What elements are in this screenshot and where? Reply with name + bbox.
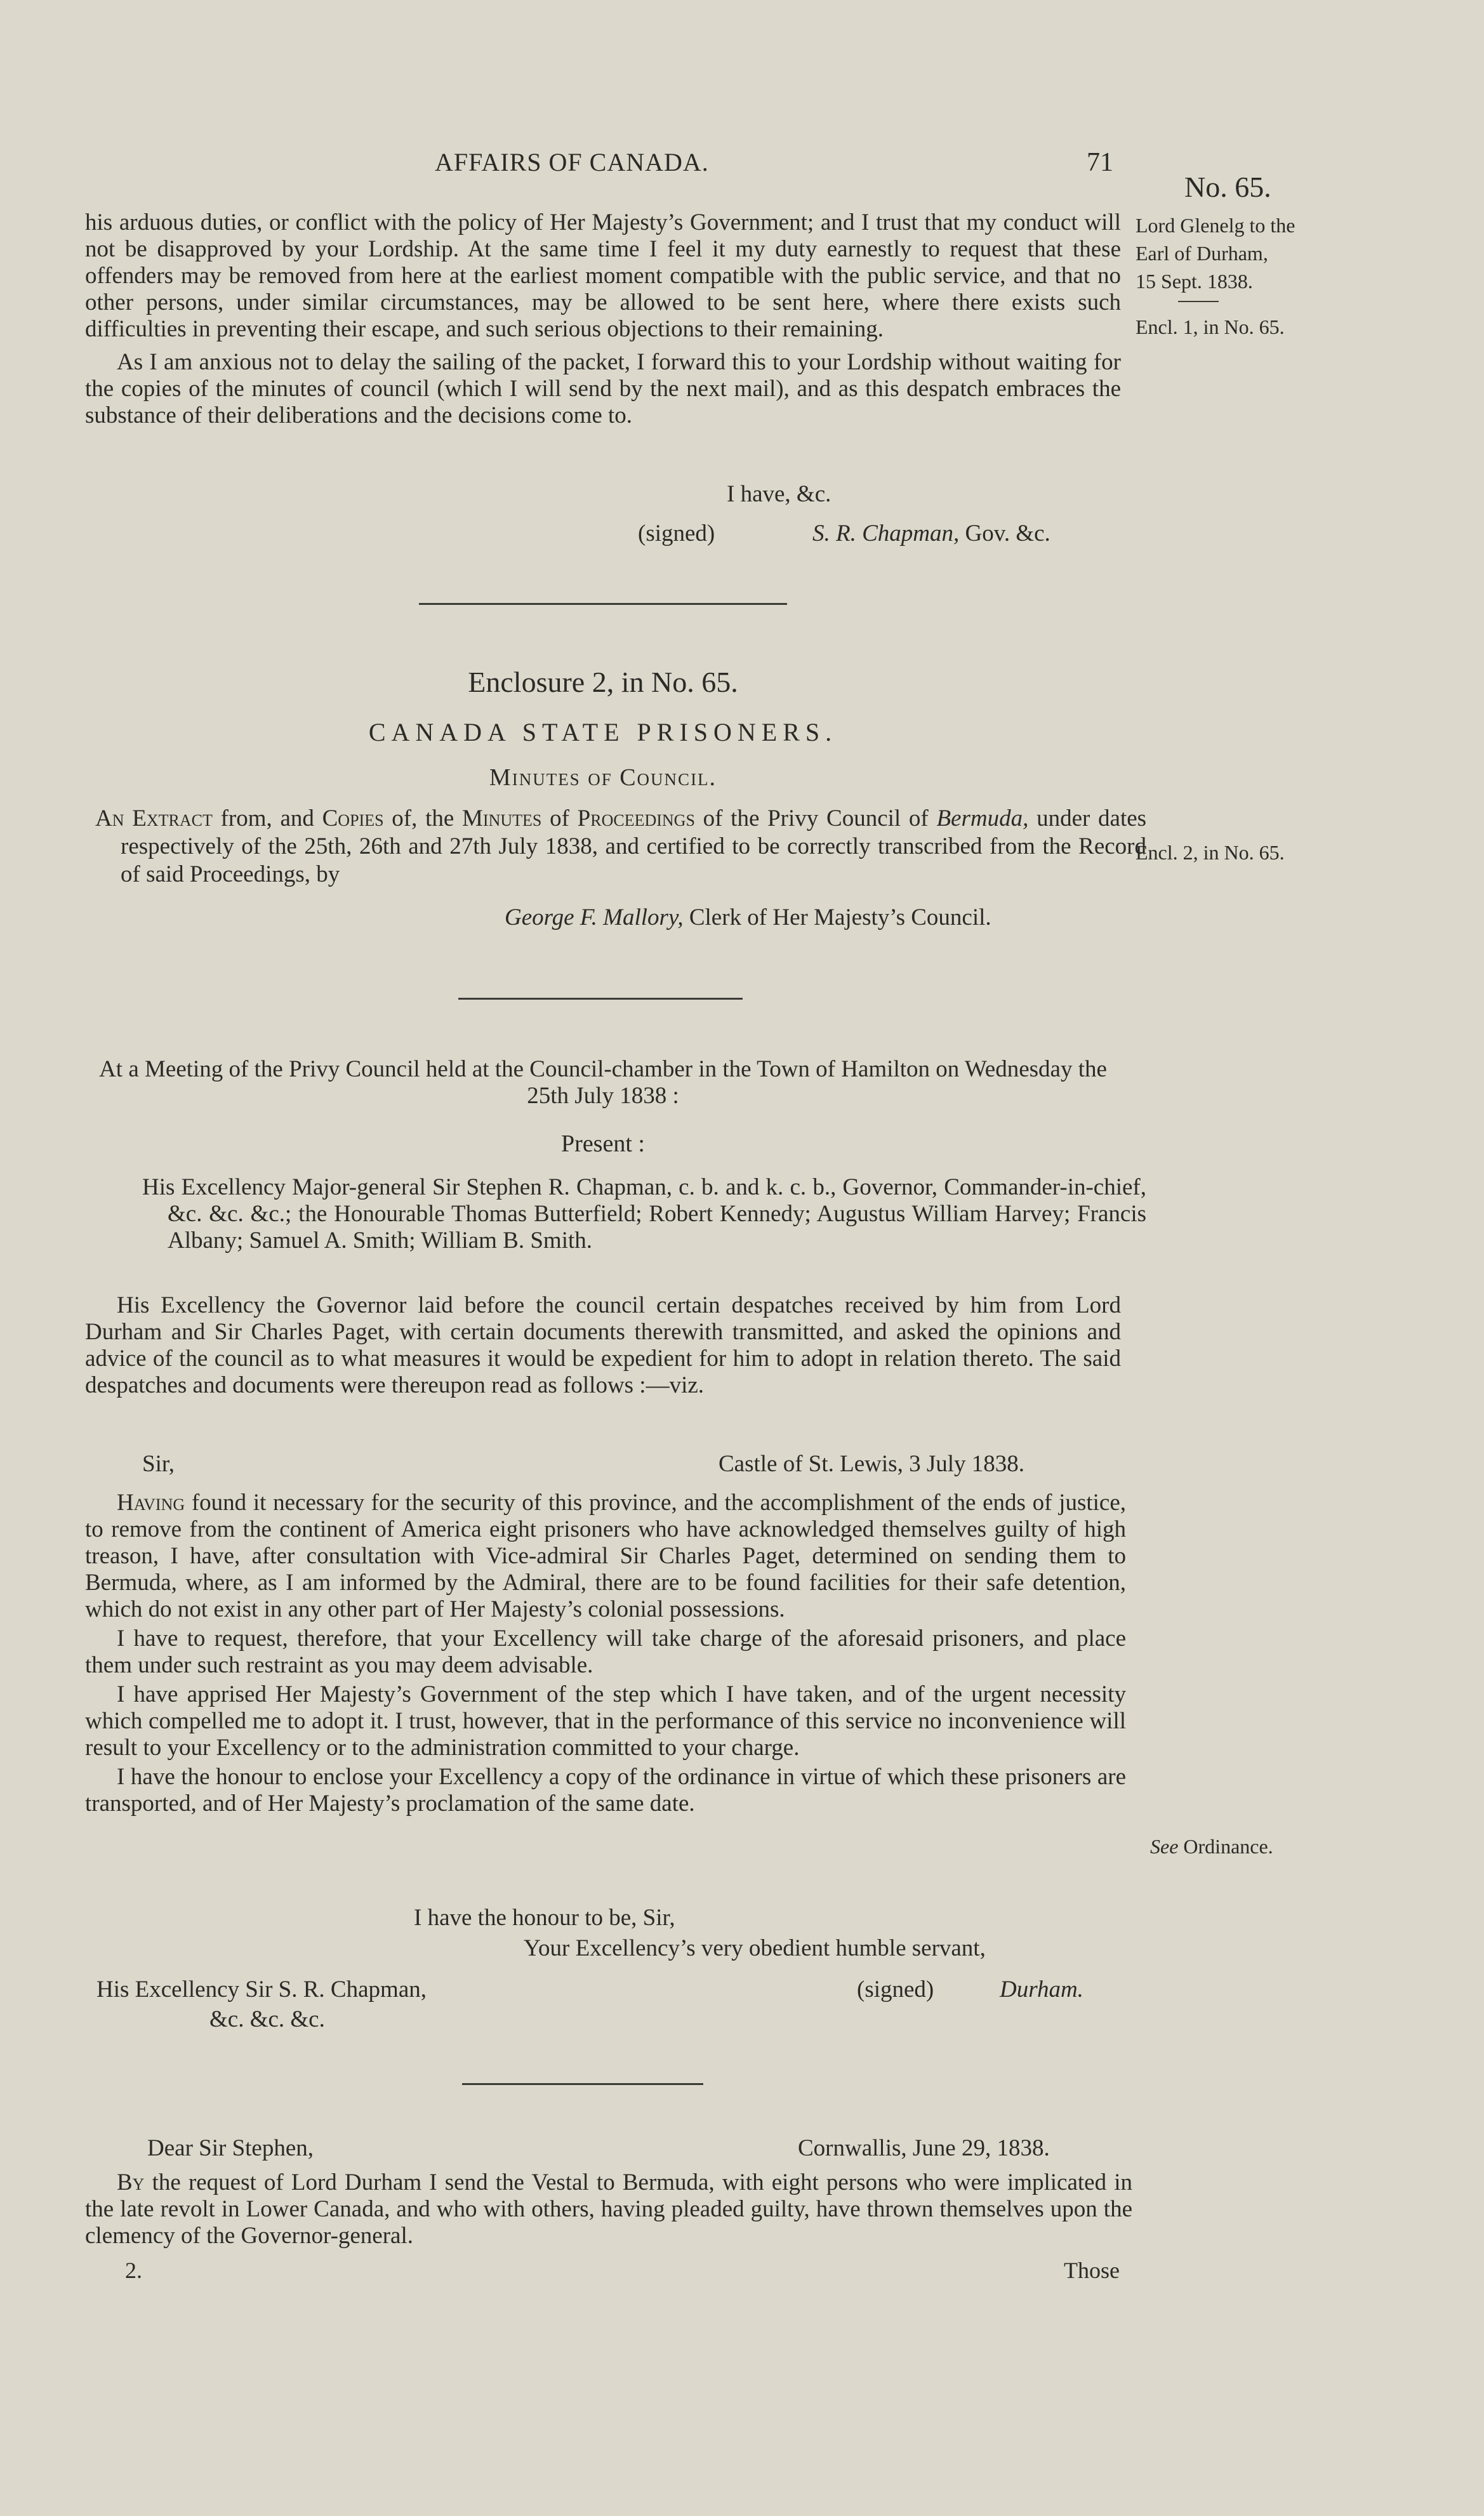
catchword: Those: [1064, 2258, 1120, 2283]
extract-rest-b: under dates respectively of the 25th, 26th and 27th July 1838, and certified to be correctly transcribed from the Record of said Proceedings, by: [121, 805, 1147, 887]
letter1-body: [85, 209, 1121, 429]
letter1-signature: S. R. Chapman,: [812, 520, 960, 546]
meeting-intro: At a Meeting of the Privy Council held at the Council-chamber in the Town of Hamilton on Wednesday the 25th July 1838 :: [99, 1056, 1107, 1109]
ordinance-word: Ordinance.: [1183, 1835, 1273, 1858]
extract-place: Bermuda,: [936, 805, 1029, 831]
margin-see-ordinance: [1150, 1834, 1273, 1858]
letter1-signature-block: [812, 520, 1050, 547]
enclosure-heading: Enclosure 2, in No. 65.: [468, 666, 738, 698]
extract-mid3: of: [550, 805, 569, 831]
extract-mid1: from, and: [220, 805, 314, 831]
paget-para-lead: By: [117, 2169, 145, 2195]
extract-lead3: Minutes: [462, 805, 542, 831]
durham-para2: I have to request, therefore, that your Excellency will take charge of the aforesaid prisoners, and place them under such restraint as you may deem advisable.: [85, 1625, 1126, 1678]
clerk-signature-block: [505, 904, 991, 931]
margin-from-to-1: Lord Glenelg to the: [1136, 214, 1295, 237]
letter1-signed: (signed): [638, 520, 715, 546]
letter1-signature-title: Gov. &c.: [965, 520, 1050, 546]
durham-salutation: Sir,: [142, 1451, 175, 1477]
durham-addressee-2: &c. &c. &c.: [209, 2006, 325, 2032]
extract-rest-a: of the Privy Council of: [703, 805, 929, 831]
durham-letter-body: [85, 1490, 1126, 1817]
margin-from-to-2: Earl of Durham,: [1136, 242, 1268, 265]
paget-salutation: Dear Sir Stephen,: [147, 2135, 314, 2161]
running-title: AFFAIRS OF CANADA.: [435, 148, 709, 176]
durham-para1: [85, 1490, 1126, 1623]
paget-place-date: Cornwallis, June 29, 1838.: [798, 2135, 1050, 2161]
see-word: See: [1150, 1835, 1179, 1858]
margin-encl2: Encl. 2, in No. 65.: [1136, 841, 1285, 864]
signature-mark: 2.: [125, 2258, 142, 2283]
durham-para4: I have the honour to enclose your Excellency a copy of the ordinance in virtue of which these prisoners are transported, and of Her Majesty’s proclamation of the same date.: [85, 1764, 1126, 1817]
enclosure-title: CANADA STATE PRISONERS.: [368, 718, 838, 746]
durham-addressee-1: His Excellency Sir S. R. Chapman,: [96, 1976, 427, 2003]
durham-closing-1: I have the honour to be, Sir,: [414, 1905, 675, 1931]
paget-para: [85, 2169, 1132, 2249]
clerk-name: George F. Mallory,: [505, 904, 684, 930]
meeting-paragraph: His Excellency the Governor laid before the council certain despatches received by him from Lord Durham and Sir Charles Paget, with certain documents therewith transmitted, and asked the opinions and advice of the council as to what measures it would be expedient for him to adopt in relation thereto. The said despatches and documents were thereupon read as follows :—viz.: [85, 1292, 1121, 1398]
enclosure-subtitle: Minutes of Council.: [489, 764, 717, 791]
paget-para-rest: the request of Lord Durham I send the Vestal to Bermuda, with eight persons who were implicated in the late revolt in Lower Canada, and who with others, having pleaded guilty, have thrown themselves upon the clemency of the Governor-general.: [85, 2169, 1132, 2249]
section-divider-2: [458, 998, 743, 1000]
letter1-closing: I have, &c.: [727, 481, 831, 507]
page-number: 71: [1087, 148, 1113, 177]
letter1-para1: his arduous duties, or conflict with the policy of Her Majesty’s Government; and I trust that my conduct will not be disapproved by your Lordship. At the same time I feel it my duty earnestly to request that these offenders may be removed from here at the earliest moment compatible with the public service, and that no other persons, under similar circumstances, may be allowed to be sent here, where there exists such difficulties in preventing their escape, and such serious objections to their remaining.: [85, 209, 1121, 342]
durham-para1-lead: Having: [117, 1490, 185, 1516]
margin-encl1: Encl. 1, in No. 65.: [1136, 315, 1285, 338]
extract-mid2: of, the: [392, 805, 454, 831]
durham-para3: I have apprised Her Majesty’s Government of the step which I have taken, and of the urgent necessity which compelled me to adopt it. I trust, however, that in the performance of this service no inconvenience will result to your Excellency or to the administration committed to your charge.: [85, 1681, 1126, 1761]
enclosure-extract: [95, 805, 1146, 889]
extract-lead2: Copies: [322, 805, 384, 831]
durham-para1-rest: found it necessary for the security of this province, and the accomplishment of the ends of justice, to remove from the continent of America eight prisoners who have acknowledged themselves guilty of high treason, I have, after consultation with Vice-admiral Sir Charles Paget, determined on sending them to Bermuda, where, as I am informed by the Admiral, there are to be found facilities for their safe detention, which do not exist in any other part of Her Majesty’s colonial possessions.: [85, 1490, 1127, 1622]
durham-closing-2: Your Excellency’s very obedient humble servant,: [524, 1935, 986, 1961]
letter1-para2: As I am anxious not to delay the sailing of the packet, I forward this to your Lordship without waiting for the copies of the minutes of council (which I will send by the next mail), and as this despatch embraces the substance of their deliberations and the decisions come to.: [85, 349, 1121, 428]
margin-divider: [1178, 301, 1219, 302]
section-divider-1: [419, 603, 787, 605]
extract-lead4: Proceedings: [577, 805, 695, 831]
clerk-title: Clerk of Her Majesty’s Council.: [689, 904, 991, 930]
margin-doc-number: No. 65.: [1184, 171, 1271, 203]
margin-date: 15 Sept. 1838.: [1136, 270, 1253, 293]
durham-signature: Durham.: [1000, 1976, 1083, 2003]
meeting-present: Present :: [561, 1130, 645, 1157]
durham-place-date: Castle of St. Lewis, 3 July 1838.: [719, 1451, 1025, 1477]
section-divider-3: [462, 2083, 703, 2085]
durham-signed: (signed): [857, 1976, 934, 2003]
meeting-attendees: His Excellency Major-general Sir Stephen R. Chapman, c. b. and k. c. b., Governor, Commander-in-chief, &c. &c. &c.; the Honourable Thomas Butterfield; Robert Kennedy; Augustus William Harvey; Francis Albany; Samuel A. Smith; William B. Smith.: [142, 1174, 1146, 1254]
extract-lead1: An Extract: [95, 805, 213, 831]
